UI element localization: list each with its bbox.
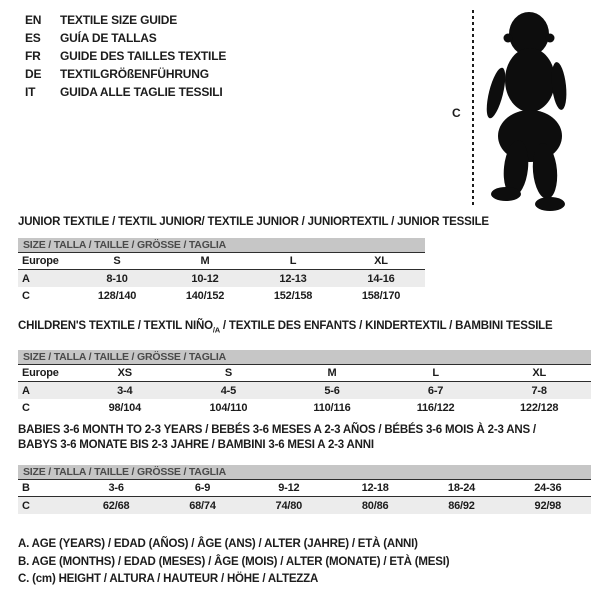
size-value-cell: S — [113, 255, 121, 267]
row-label: C — [22, 289, 30, 302]
row-label: Europe — [22, 255, 59, 267]
size-value-cell: M — [200, 255, 210, 267]
language-title: GUIDA ALLE TAGLIE TESSILI — [60, 85, 223, 99]
language-title-list — [25, 11, 226, 101]
size-value-cell: 6-7 — [427, 384, 444, 397]
size-value-cell: XS — [117, 367, 132, 379]
size-value-cell: 80/86 — [361, 499, 389, 512]
row-label: A — [22, 272, 30, 285]
baby-silhouette — [478, 8, 593, 213]
section-title-babies — [18, 423, 536, 453]
language-row — [25, 83, 226, 101]
size-value-cell: 9-12 — [278, 482, 300, 494]
size-value-cell: S — [224, 367, 232, 379]
language-code: IT — [25, 85, 36, 99]
table-row — [18, 287, 425, 304]
size-table-junior — [18, 238, 425, 304]
size-value-cell: 104/110 — [209, 401, 248, 414]
size-value-cell: L — [289, 255, 297, 267]
size-value-cell: 14-16 — [367, 272, 395, 285]
size-value-cell: 92/98 — [534, 499, 562, 512]
size-value-cell: 3-6 — [108, 482, 124, 494]
size-value-cell: 86/92 — [448, 499, 475, 512]
size-value-cell: 24-36 — [534, 482, 562, 494]
row-label: A — [22, 384, 30, 397]
language-code: FR — [25, 49, 41, 63]
size-value-cell: 5-6 — [324, 384, 340, 397]
size-table-header-bar: SIZE / TALLA / TAILLE / GRÖSSE / TAGLIA — [18, 350, 591, 365]
footnote-line: B. AGE (MONTHS) / EDAD (MESES) / ÂGE (MOIS) / ALTER (MONATE) / ETÀ (MESI) — [18, 555, 450, 568]
section-title-junior — [18, 215, 489, 230]
table-row — [18, 382, 591, 399]
row-label: B — [22, 482, 30, 494]
table-row — [18, 365, 591, 382]
size-value-cell: 3-4 — [117, 384, 133, 397]
height-measure-label-c: C — [452, 106, 461, 120]
size-table-header-bar: SIZE / TALLA / TAILLE / GRÖSSE / TAGLIA — [18, 465, 591, 480]
size-value-cell: 110/116 — [313, 401, 351, 414]
size-table-babies — [18, 465, 591, 514]
row-label: Europe — [22, 367, 59, 379]
section-title-children — [18, 319, 552, 337]
language-row — [25, 47, 226, 65]
size-value-cell: 4-5 — [220, 384, 237, 397]
size-table-header-bar: SIZE / TALLA / TAILLE / GRÖSSE / TAGLIA — [18, 238, 425, 253]
size-value-cell: XL — [374, 255, 388, 267]
size-value-cell: 12-13 — [279, 272, 307, 285]
size-value-cell: 62/68 — [102, 499, 130, 512]
size-value-cell: 6-9 — [194, 482, 211, 494]
size-table-children — [18, 350, 591, 416]
language-title: GUÍA DE TALLAS — [60, 31, 157, 45]
height-measure-dotted-line — [472, 10, 474, 207]
language-title: GUIDE DES TAILLES TEXTILE — [60, 49, 227, 63]
footnote-line: C. (cm) HEIGHT / ALTURA / HAUTEUR / HÖHE / ALTEZZA — [18, 573, 319, 585]
section-title-line: BABIES 3-6 MONTH TO 2-3 YEARS / BEBÉS 3-6 MESES A 2-3 AÑOS / BÉBÉS 3-6 MOIS À 2-3 ANS / — [18, 424, 536, 436]
size-value-cell: 68/74 — [189, 499, 216, 512]
language-code: EN — [25, 13, 42, 27]
size-value-cell: 7-8 — [531, 384, 547, 397]
row-label: C — [22, 401, 30, 414]
table-row — [18, 253, 425, 270]
size-value-cell: 128/140 — [97, 289, 137, 302]
size-value-cell: 74/80 — [275, 499, 303, 512]
size-value-cell: L — [432, 367, 439, 379]
table-row — [18, 480, 591, 497]
size-value-cell: 140/152 — [185, 289, 225, 302]
size-value-cell: 10-12 — [191, 272, 219, 285]
language-row — [25, 29, 226, 47]
footnote-legend — [18, 536, 449, 589]
section-title-line: CHILDREN'S TEXTILE / TEXTIL $NIÑO_{/A}$ / TEXTILE DES ENFANTS / KINDERTEXTIL / BAMBINI TESSILE — [18, 320, 553, 335]
language-code: ES — [25, 31, 41, 45]
section-title-line: JUNIOR TEXTILE / TEXTIL JUNIOR/ TEXTILE JUNIOR / JUNIORTEXTIL / JUNIOR TESSILE — [18, 216, 489, 228]
size-value-cell: 98/104 — [108, 401, 142, 414]
size-value-cell: 12-18 — [361, 482, 389, 494]
size-value-cell: XL — [532, 367, 546, 379]
size-value-cell: 122/128 — [519, 401, 559, 414]
row-label: C — [22, 499, 30, 512]
size-value-cell: 152/158 — [273, 289, 313, 302]
language-row — [25, 65, 226, 83]
table-row — [18, 399, 591, 416]
size-value-cell: 18-24 — [447, 482, 476, 494]
size-value-cell: M — [327, 367, 337, 379]
table-row — [18, 497, 591, 514]
size-value-cell: 116/122 — [416, 401, 455, 414]
size-value-cell: 8-10 — [106, 272, 128, 285]
size-value-cell: 158/170 — [361, 289, 401, 302]
section-title-line: BABYS 3-6 MONATE BIS 2-3 JAHRE / BAMBINI 3-6 MESI A 2-3 ANNI — [18, 439, 374, 451]
footnote-line: A. AGE (YEARS) / EDAD (AÑOS) / ÂGE (ANS) / ALTER (JAHRE) / ETÀ (ANNI) — [18, 538, 418, 550]
language-row — [25, 11, 226, 29]
table-row — [18, 270, 425, 287]
language-title: TEXTILE SIZE GUIDE — [60, 13, 178, 27]
language-title: TEXTILGRÖßENFÜHRUNG — [60, 67, 209, 81]
language-code: DE — [25, 67, 42, 81]
